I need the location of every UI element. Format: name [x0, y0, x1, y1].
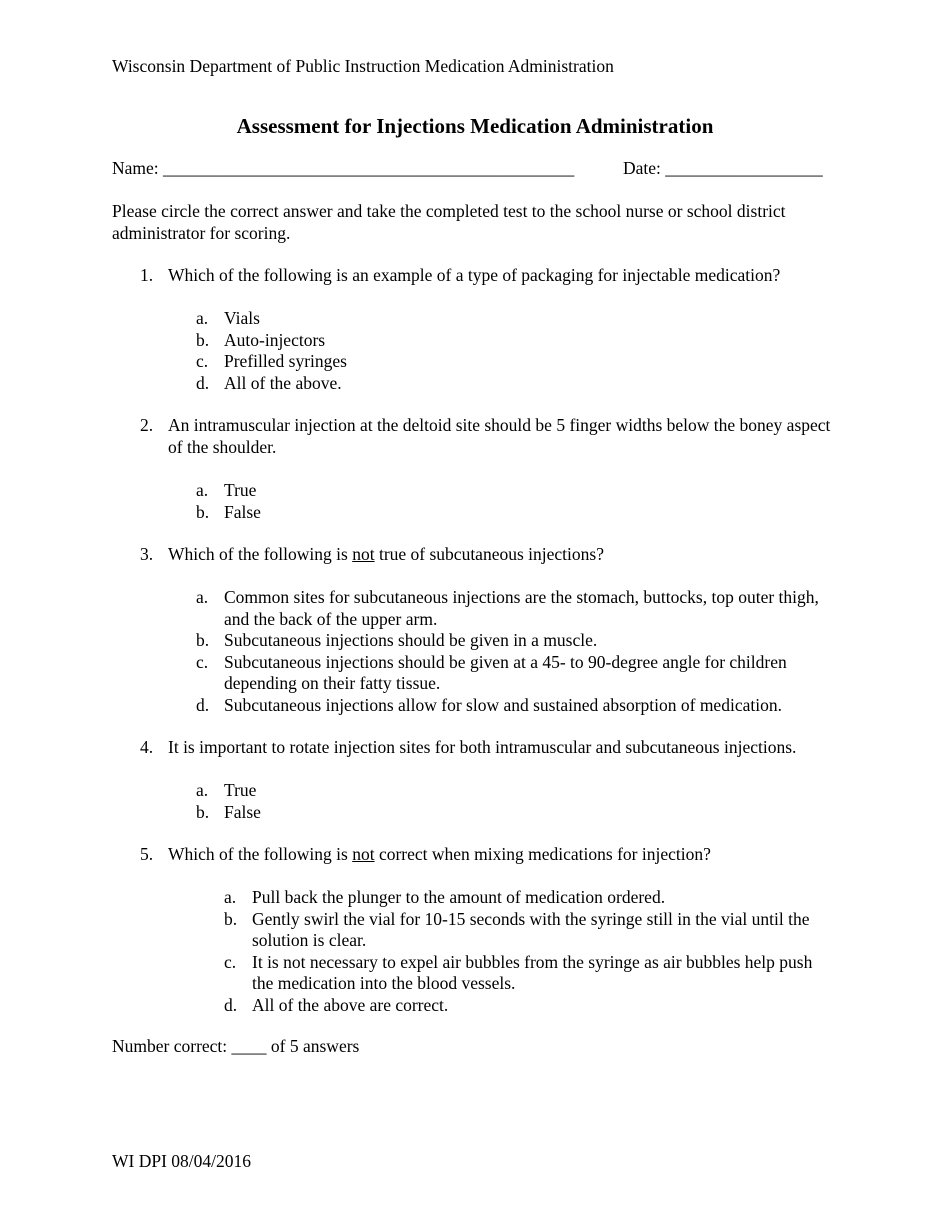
option[interactable]: b. False	[196, 501, 261, 522]
question-4-options	[196, 780, 836, 823]
question-number: 2.	[140, 415, 154, 435]
document-footer: WI DPI 08/04/2016	[112, 1151, 252, 1171]
option[interactable]: d. All of the above.	[196, 372, 342, 393]
name-date-row	[112, 158, 852, 180]
question-text: Which of the following is not true of subcutaneous injections?	[168, 544, 604, 564]
question-number: 4.	[140, 737, 154, 757]
question-text: Which of the following is an example of a type of packaging for injectable medication?	[168, 265, 781, 285]
question-number: 3.	[140, 544, 154, 564]
option[interactable]: a. Common sites for subcutaneous injections are the stomach, buttocks, top outer thigh, and the back of the upper arm.	[196, 587, 819, 629]
question-2-options	[196, 480, 836, 523]
option[interactable]: b. Auto-injectors	[196, 329, 326, 350]
question-text: Which of the following is not correct when mixing medications for injection?	[168, 844, 711, 864]
option[interactable]: a. True	[196, 780, 257, 800]
option[interactable]: b. Subcutaneous injections should be given in a muscle.	[196, 630, 598, 650]
question-number: 1.	[140, 265, 154, 285]
question-3-options	[196, 587, 836, 716]
option[interactable]: c. Prefilled syringes	[196, 351, 347, 371]
question-5-options	[224, 887, 824, 1016]
option[interactable]: a. Pull back the plunger to the amount of medication ordered.	[224, 887, 666, 907]
instructions: Please circle the correct answer and take the completed test to the school nurse or school district administrator for scoring.	[112, 201, 786, 243]
option[interactable]: d. All of the above are correct.	[224, 994, 449, 1015]
question-1-options	[196, 308, 836, 394]
option[interactable]: b. Gently swirl the vial for 10-15 seconds with the syringe still in the vial until the solution is clear.	[224, 908, 810, 950]
option[interactable]: c. It is not necessary to expel air bubbles from the syringe as air bubbles help push the medication into the blood vessels.	[224, 951, 813, 993]
option[interactable]: b. False	[196, 801, 261, 822]
question-number: 5.	[140, 844, 154, 864]
name-field[interactable]: Name: _______________________________________________	[112, 158, 575, 178]
document-header: Wisconsin Department of Public Instruction Medication Administration	[112, 56, 614, 76]
question-text: It is important to rotate injection sites for both intramuscular and subcutaneous injections.	[168, 737, 797, 757]
date-field[interactable]: Date: __________________	[623, 158, 823, 178]
score-line[interactable]: Number correct: ____ of 5 answers	[112, 1036, 360, 1056]
option[interactable]: a. True	[196, 480, 257, 500]
option[interactable]: a. Vials	[196, 308, 260, 328]
page-title: Assessment for Injections Medication Administration	[236, 114, 714, 138]
option[interactable]: c. Subcutaneous injections should be given at a 45- to 90-degree angle for children depending on their fatty tissue.	[196, 651, 787, 693]
option[interactable]: d. Subcutaneous injections allow for slow and sustained absorption of medication.	[196, 694, 782, 715]
question-text: An intramuscular injection at the deltoid site should be 5 finger widths below the boney aspect of the shoulder.	[168, 415, 831, 457]
